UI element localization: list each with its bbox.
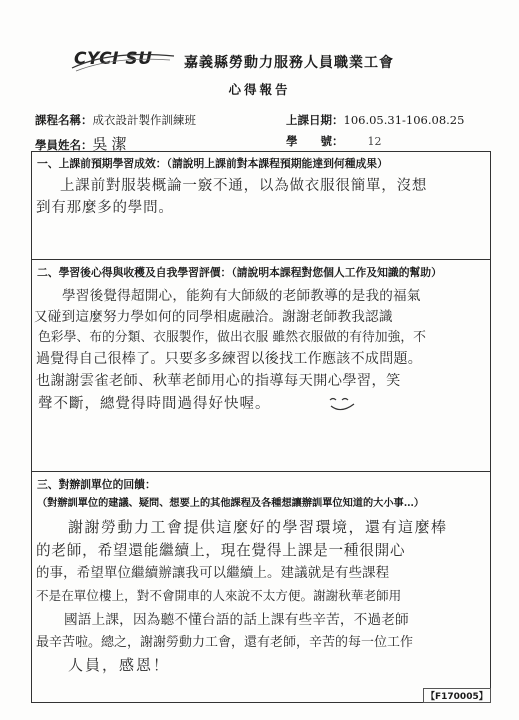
section-title: 三、對辦訓單位的回饋： [37,478,156,491]
date-label: 上課日期： [286,113,344,127]
handwritten-line: 上課前對服裝概論一竅不通，以為做衣服很簡單，沒想 [60,178,428,194]
handwritten-line: 人員，感恩！ [68,656,171,674]
handwritten-line: 又碰到這麼努力學如何的同學相處融洽。謝謝老師教我認識 [34,309,393,325]
number-label: 學 號： [286,134,344,148]
course-value: 成衣設計製作訓練班 [92,113,196,127]
handwritten-line: 過覺得自己很棒了。只要多多練習以後找工作應該不成問題。 [36,351,423,367]
section-expected-outcomes [31,151,491,260]
handwritten-line: 謝謝勞動力工會提供這麼好的學習環境，還有這麼棒 [68,518,448,536]
handwritten-line: 最辛苦啦。總之，謝謝勞動力工會，還有老師，辛苦的每一位工作 [36,635,414,650]
handwritten-line: 的事，希望單位繼續辦讓我可以繼續上。建議就是有些課程 [36,566,390,581]
section-title: 一、上課前預期學習成效：（請說明上課前對本課程預期能達到何種成果） [37,157,388,170]
logo-text: CYCI SU [74,49,153,69]
form-code: 【F170005】 [423,688,491,703]
handwritten-line: 色彩學、布的分類、衣服製作，做出衣服 雖然衣服做的有待加強，不 [38,330,426,345]
student-name: 吳潔 [92,135,131,153]
handwritten-line: 的老師，希望還能繼續上，現在覺得上課是一種很開心 [36,542,406,559]
class-date-row [286,112,464,128]
student-number-row [286,133,382,149]
section-learning-reflection [31,259,491,472]
handwritten-line: 國語上課，因為聽不懂台語的話上課有些辛苦，不過老師 [64,612,409,628]
logo-swoosh-icon [70,48,180,74]
smiley-icon [328,396,358,414]
date-value: 106.05.31-106.08.25 [343,113,465,127]
union-logo [74,46,152,72]
course-name-row [35,112,196,128]
section-title: 二、學習後心得與收穫及自我學習評價：（請說明本課程對您個人工作及知識的幫助） [37,266,442,279]
handwritten-line: 不是在單位樓上，對不會開車的人來說不太方便。謝謝秋華老師用 [36,588,402,603]
handwritten-line: 聲不斷，總覺得時間過得好快喔。 [38,396,271,412]
student-number: 12 [367,135,382,148]
section-feedback [31,471,491,703]
handwritten-line: 到有那麼多的學問。 [36,200,174,216]
handwritten-line: 也謝謝雲雀老師、秋華老師用心的指導每天開心學習，笑 [36,373,401,389]
section-subtitle: （對辦訓單位的建議、疑問、想要上的其他課程及各種想讓辦訓單位知道的大小事…） [37,497,425,509]
course-label: 課程名稱： [35,113,93,127]
report-title: 心得報告 [228,82,291,97]
handwritten-line: 學習後覺得超開心，能夠有大師級的老師教導的是我的福氣 [62,288,421,304]
organization-title: 嘉義縣勞動力服務人員職業工會 [184,55,394,71]
student-label: 學員姓名： [35,138,93,152]
